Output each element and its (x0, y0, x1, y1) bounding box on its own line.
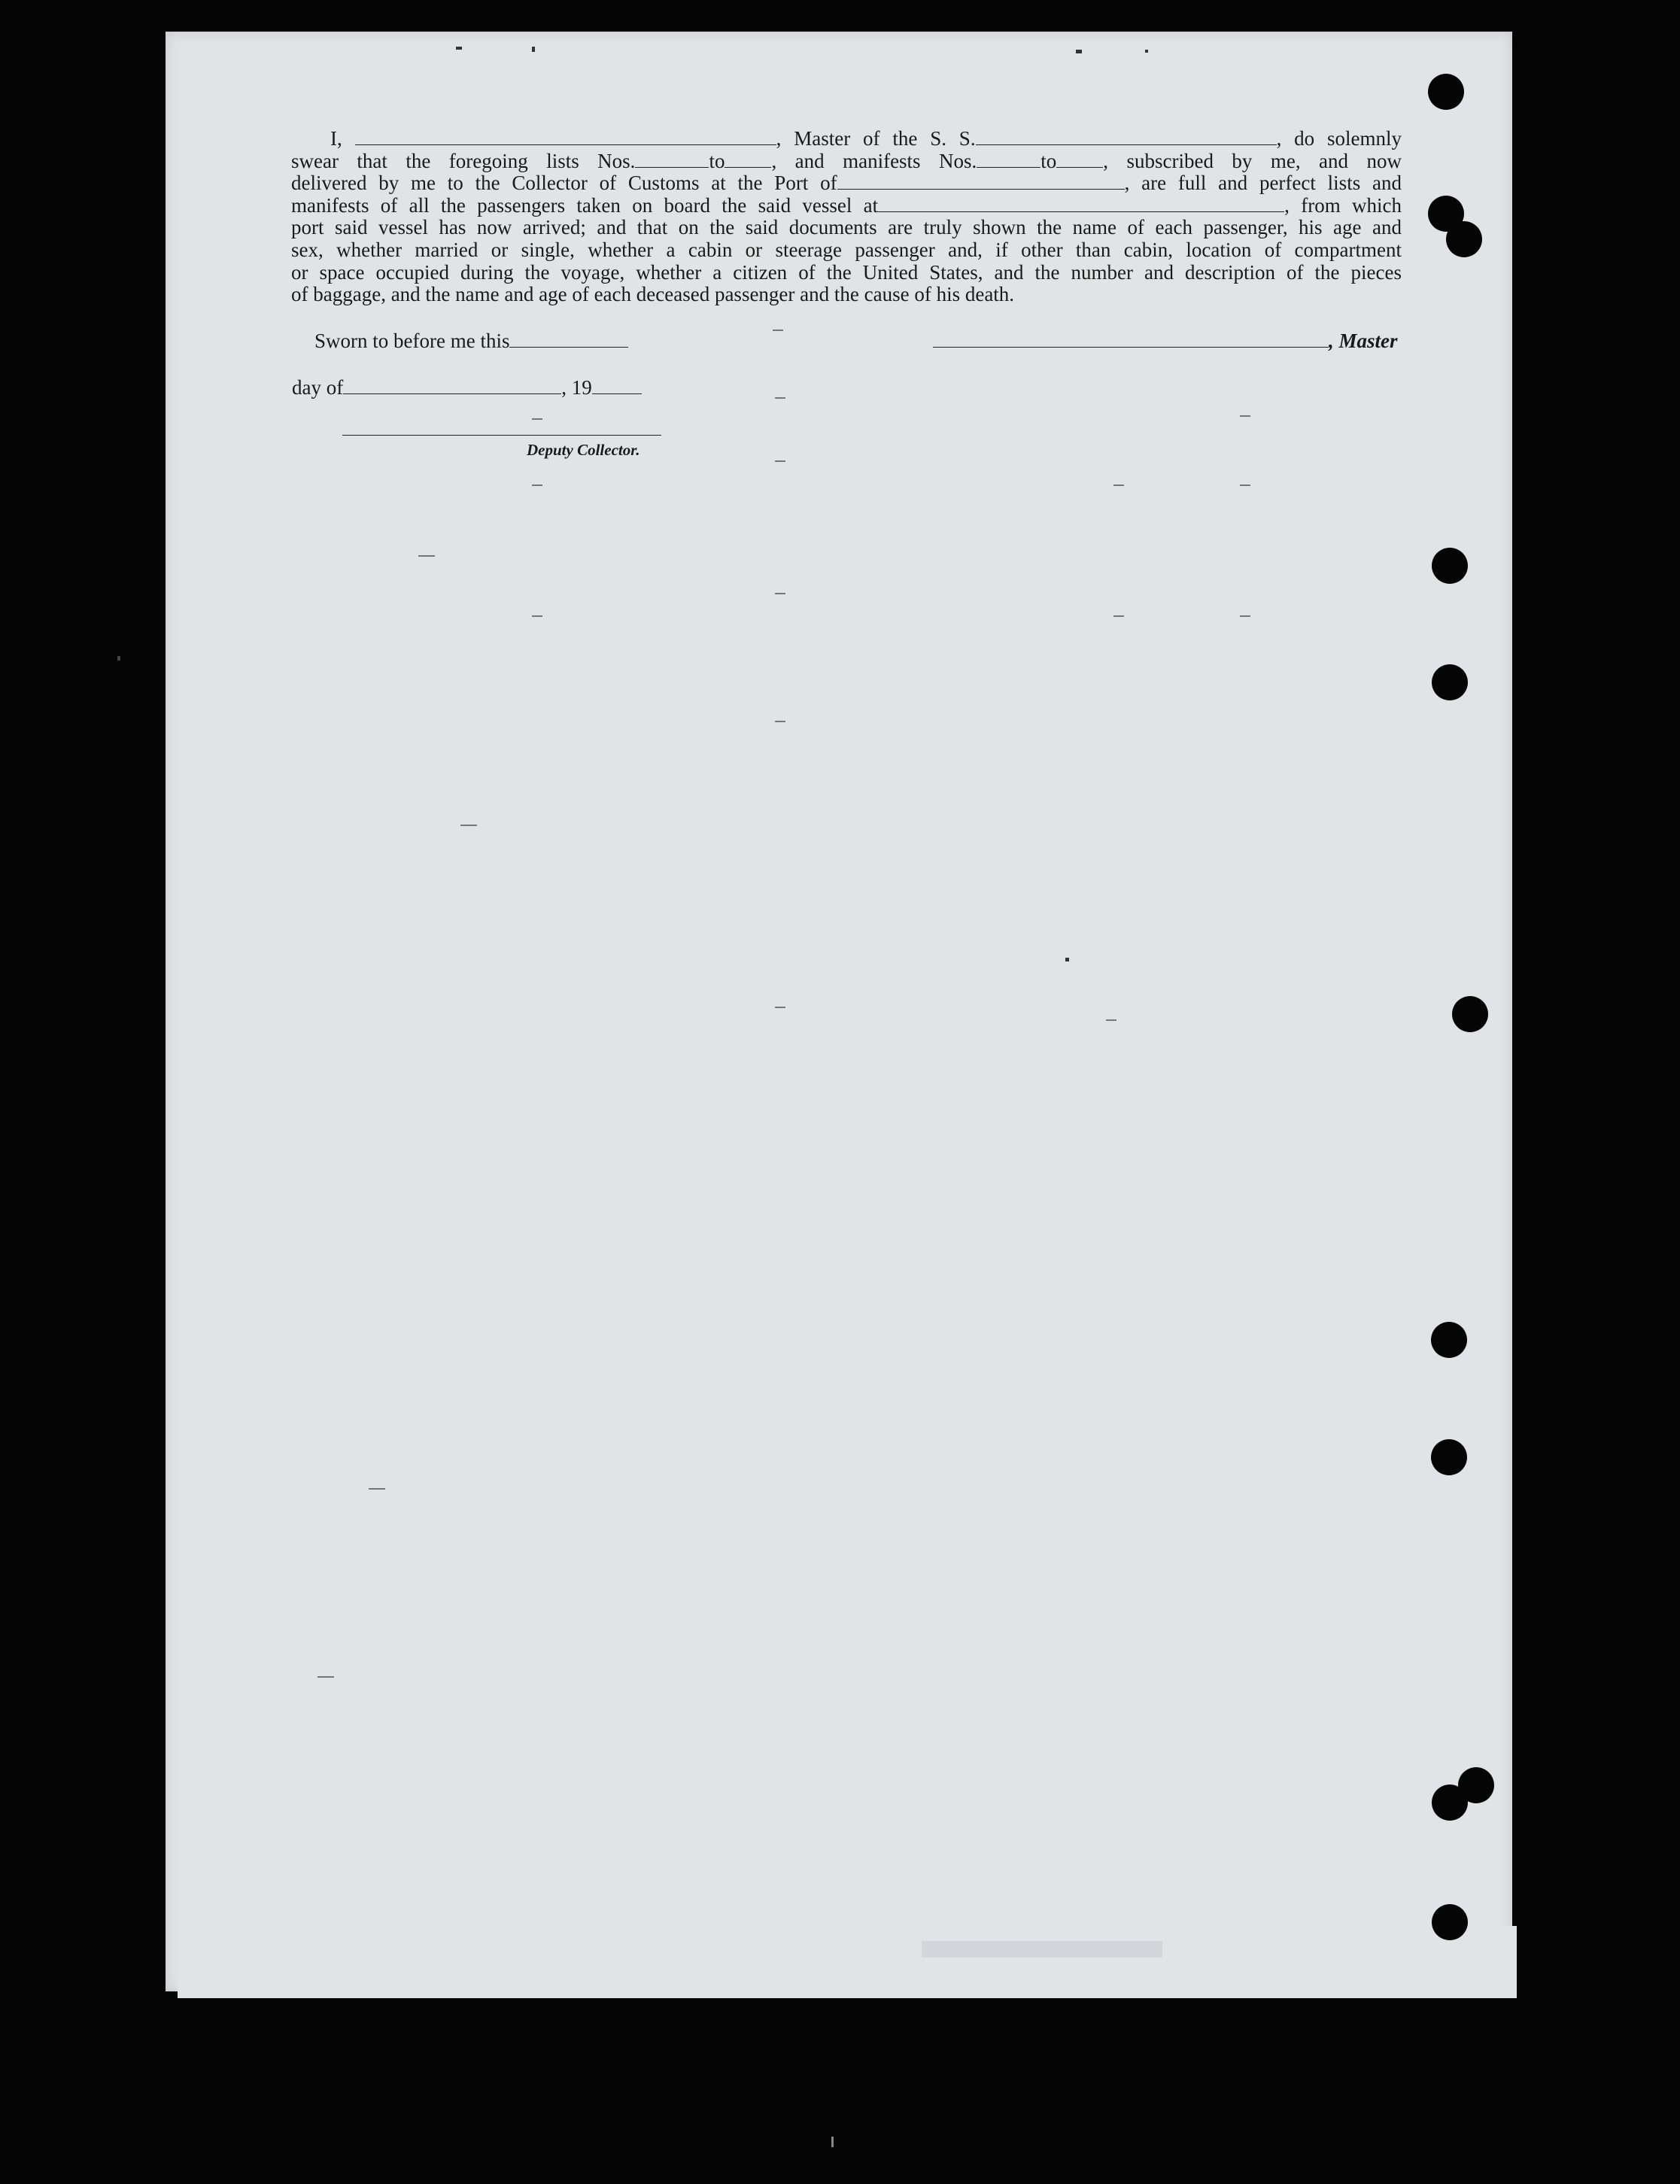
oath-text: I, (330, 127, 342, 150)
oath-text: swear that the foregoing lists Nos. (291, 149, 636, 172)
punch-hole (1432, 548, 1468, 584)
faint-mark (532, 418, 542, 420)
oath-text: manifests of all the passengers taken on board the said vessel at (291, 193, 879, 217)
oath-text: , are full and perfect lists and (1124, 172, 1402, 195)
faint-mark (1113, 615, 1124, 617)
faint-mark (1240, 615, 1250, 617)
oath-text: sex, whether married or single, whether a cabin or steerage passenger and, if other than cabin, location of compartment (291, 238, 1402, 261)
faint-mark (317, 1676, 334, 1678)
punch-hole (1432, 664, 1468, 700)
oath-text: , Master of the S. S. (776, 127, 976, 150)
date-row (292, 376, 642, 399)
faint-mark (532, 615, 542, 617)
faint-mark (532, 484, 542, 486)
punch-hole (1432, 1904, 1468, 1940)
sworn-label: Sworn to before me this (314, 330, 510, 352)
faint-mark (1240, 484, 1250, 486)
oath-text: to (1041, 149, 1057, 172)
scan-speck (117, 656, 120, 661)
punch-hole (1452, 996, 1488, 1032)
month-blank (343, 377, 561, 394)
faint-mark (1113, 484, 1124, 486)
day-label: day of (292, 376, 344, 399)
document-page-bottom-edge (178, 1926, 1517, 1998)
scan-speck (532, 47, 535, 52)
port-blank (837, 172, 1125, 190)
scan-speck (456, 47, 462, 50)
oath-text: , from which (1284, 193, 1402, 217)
scan-speck (831, 2137, 834, 2147)
oath-line-7 (291, 262, 1402, 284)
oath-line-2 (291, 150, 1402, 173)
scan-speck (1065, 958, 1069, 961)
faint-mark (775, 1007, 785, 1008)
ship-name-blank (976, 128, 1277, 145)
punch-hole (1432, 1785, 1468, 1821)
faint-mark (775, 593, 785, 594)
punch-hole (1428, 74, 1464, 110)
scan-speck (1145, 50, 1148, 53)
oath-line-8 (291, 284, 1402, 306)
document-page (166, 32, 1512, 1991)
punch-hole (1431, 1322, 1467, 1358)
manifests-from-blank (977, 150, 1041, 168)
oath-text: delivered by me to the Collector of Customs at the Port of (291, 172, 837, 195)
departure-port-blank (878, 195, 1284, 212)
faint-mark (1240, 415, 1250, 417)
oath-line-4 (291, 195, 1402, 217)
year-blank (592, 377, 642, 394)
faded-footer-mark (922, 1941, 1162, 1958)
oath-text: to (709, 149, 725, 172)
master-signature-blank (933, 330, 1329, 348)
oath-text: , subscribed by me, and now (1103, 149, 1402, 172)
deputy-signature-line (342, 435, 661, 436)
faded-bleedthrough-header (308, 94, 986, 114)
faint-mark (775, 397, 785, 399)
faint-mark (418, 555, 435, 557)
oath-text: , do solemnly (1276, 127, 1402, 150)
faint-mark (773, 330, 783, 331)
master-name-blank (355, 128, 776, 145)
oath-line-5 (291, 217, 1402, 239)
oath-line-1 (291, 128, 1402, 150)
master-label: , Master (1329, 330, 1398, 352)
faint-mark (775, 460, 785, 462)
manifests-to-blank (1056, 150, 1103, 168)
punch-hole (1446, 221, 1482, 257)
oath-text: of baggage, and the name and age of each deceased passenger and the cause of his death. (291, 283, 1015, 306)
lists-from-blank (635, 150, 709, 168)
master-signature-row (933, 330, 1398, 353)
oath-line-6 (291, 239, 1402, 262)
lists-to-blank (725, 150, 771, 168)
punch-hole (1431, 1439, 1467, 1475)
year-label: , 19 (561, 376, 592, 399)
deputy-collector-label: Deputy Collector. (527, 441, 640, 459)
faint-mark (1106, 1019, 1116, 1021)
faint-mark (369, 1488, 385, 1490)
oath-text: port said vessel has now arrived; and that on the said documents are truly shown the name of each passenger, his age and (291, 216, 1402, 239)
oath-text: , and manifests Nos. (771, 149, 977, 172)
oath-line-3 (291, 172, 1402, 195)
faint-mark (460, 825, 477, 826)
oath-text: or space occupied during the voyage, whether a citizen of the United States, and the number and description of the pieces (291, 260, 1402, 284)
sworn-row (314, 330, 628, 353)
faint-mark (775, 721, 785, 722)
oath-paragraph (291, 128, 1402, 306)
scan-speck (1076, 50, 1082, 53)
sworn-day-blank (509, 330, 628, 348)
